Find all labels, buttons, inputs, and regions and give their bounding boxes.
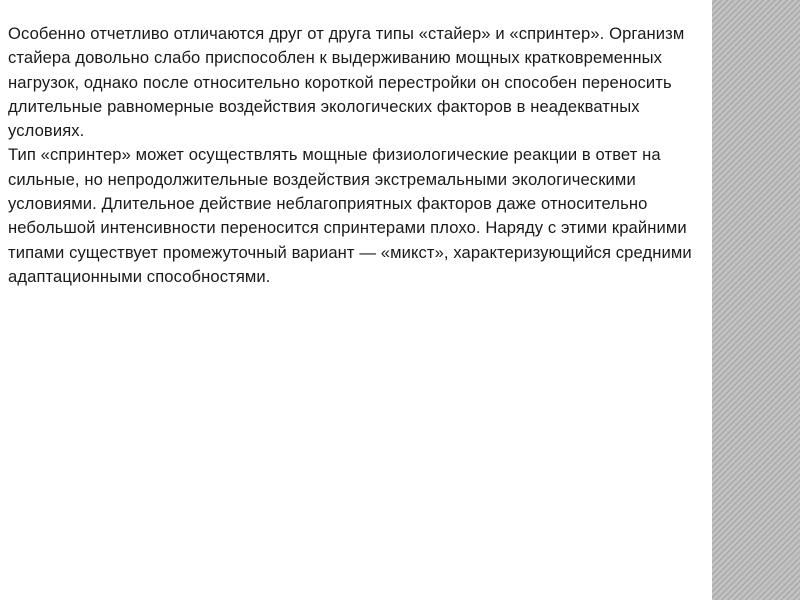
slide-body-text <box>8 22 698 289</box>
decorative-side-band <box>712 0 800 600</box>
paragraph-stayer-sprinter: Особенно отчетливо отличаются друг от друга типы «стайер» и «спринтер». Организм стайера довольно слабо приспособлен к выдерживанию мощных кратковременных нагрузок, однако после относительно короткой перестройки он способен переносить длительные равномерные воздействия экологических факторов в неадекватных условиях. <box>8 24 685 141</box>
paragraph-sprinter-type: Тип «спринтер» может осуществлять мощные физиологические реакции в ответ на сильные, но непродолжительные воздействия экстремальными экологическими условиями. Длительное действие неблагоприятных факторов даже относительно небольшой интенсивности переносится спринтерами плохо. Наряду с этими крайними типами существует промежуточный вариант — «микст», характеризующийся средними адаптационными способностями. <box>8 145 692 286</box>
